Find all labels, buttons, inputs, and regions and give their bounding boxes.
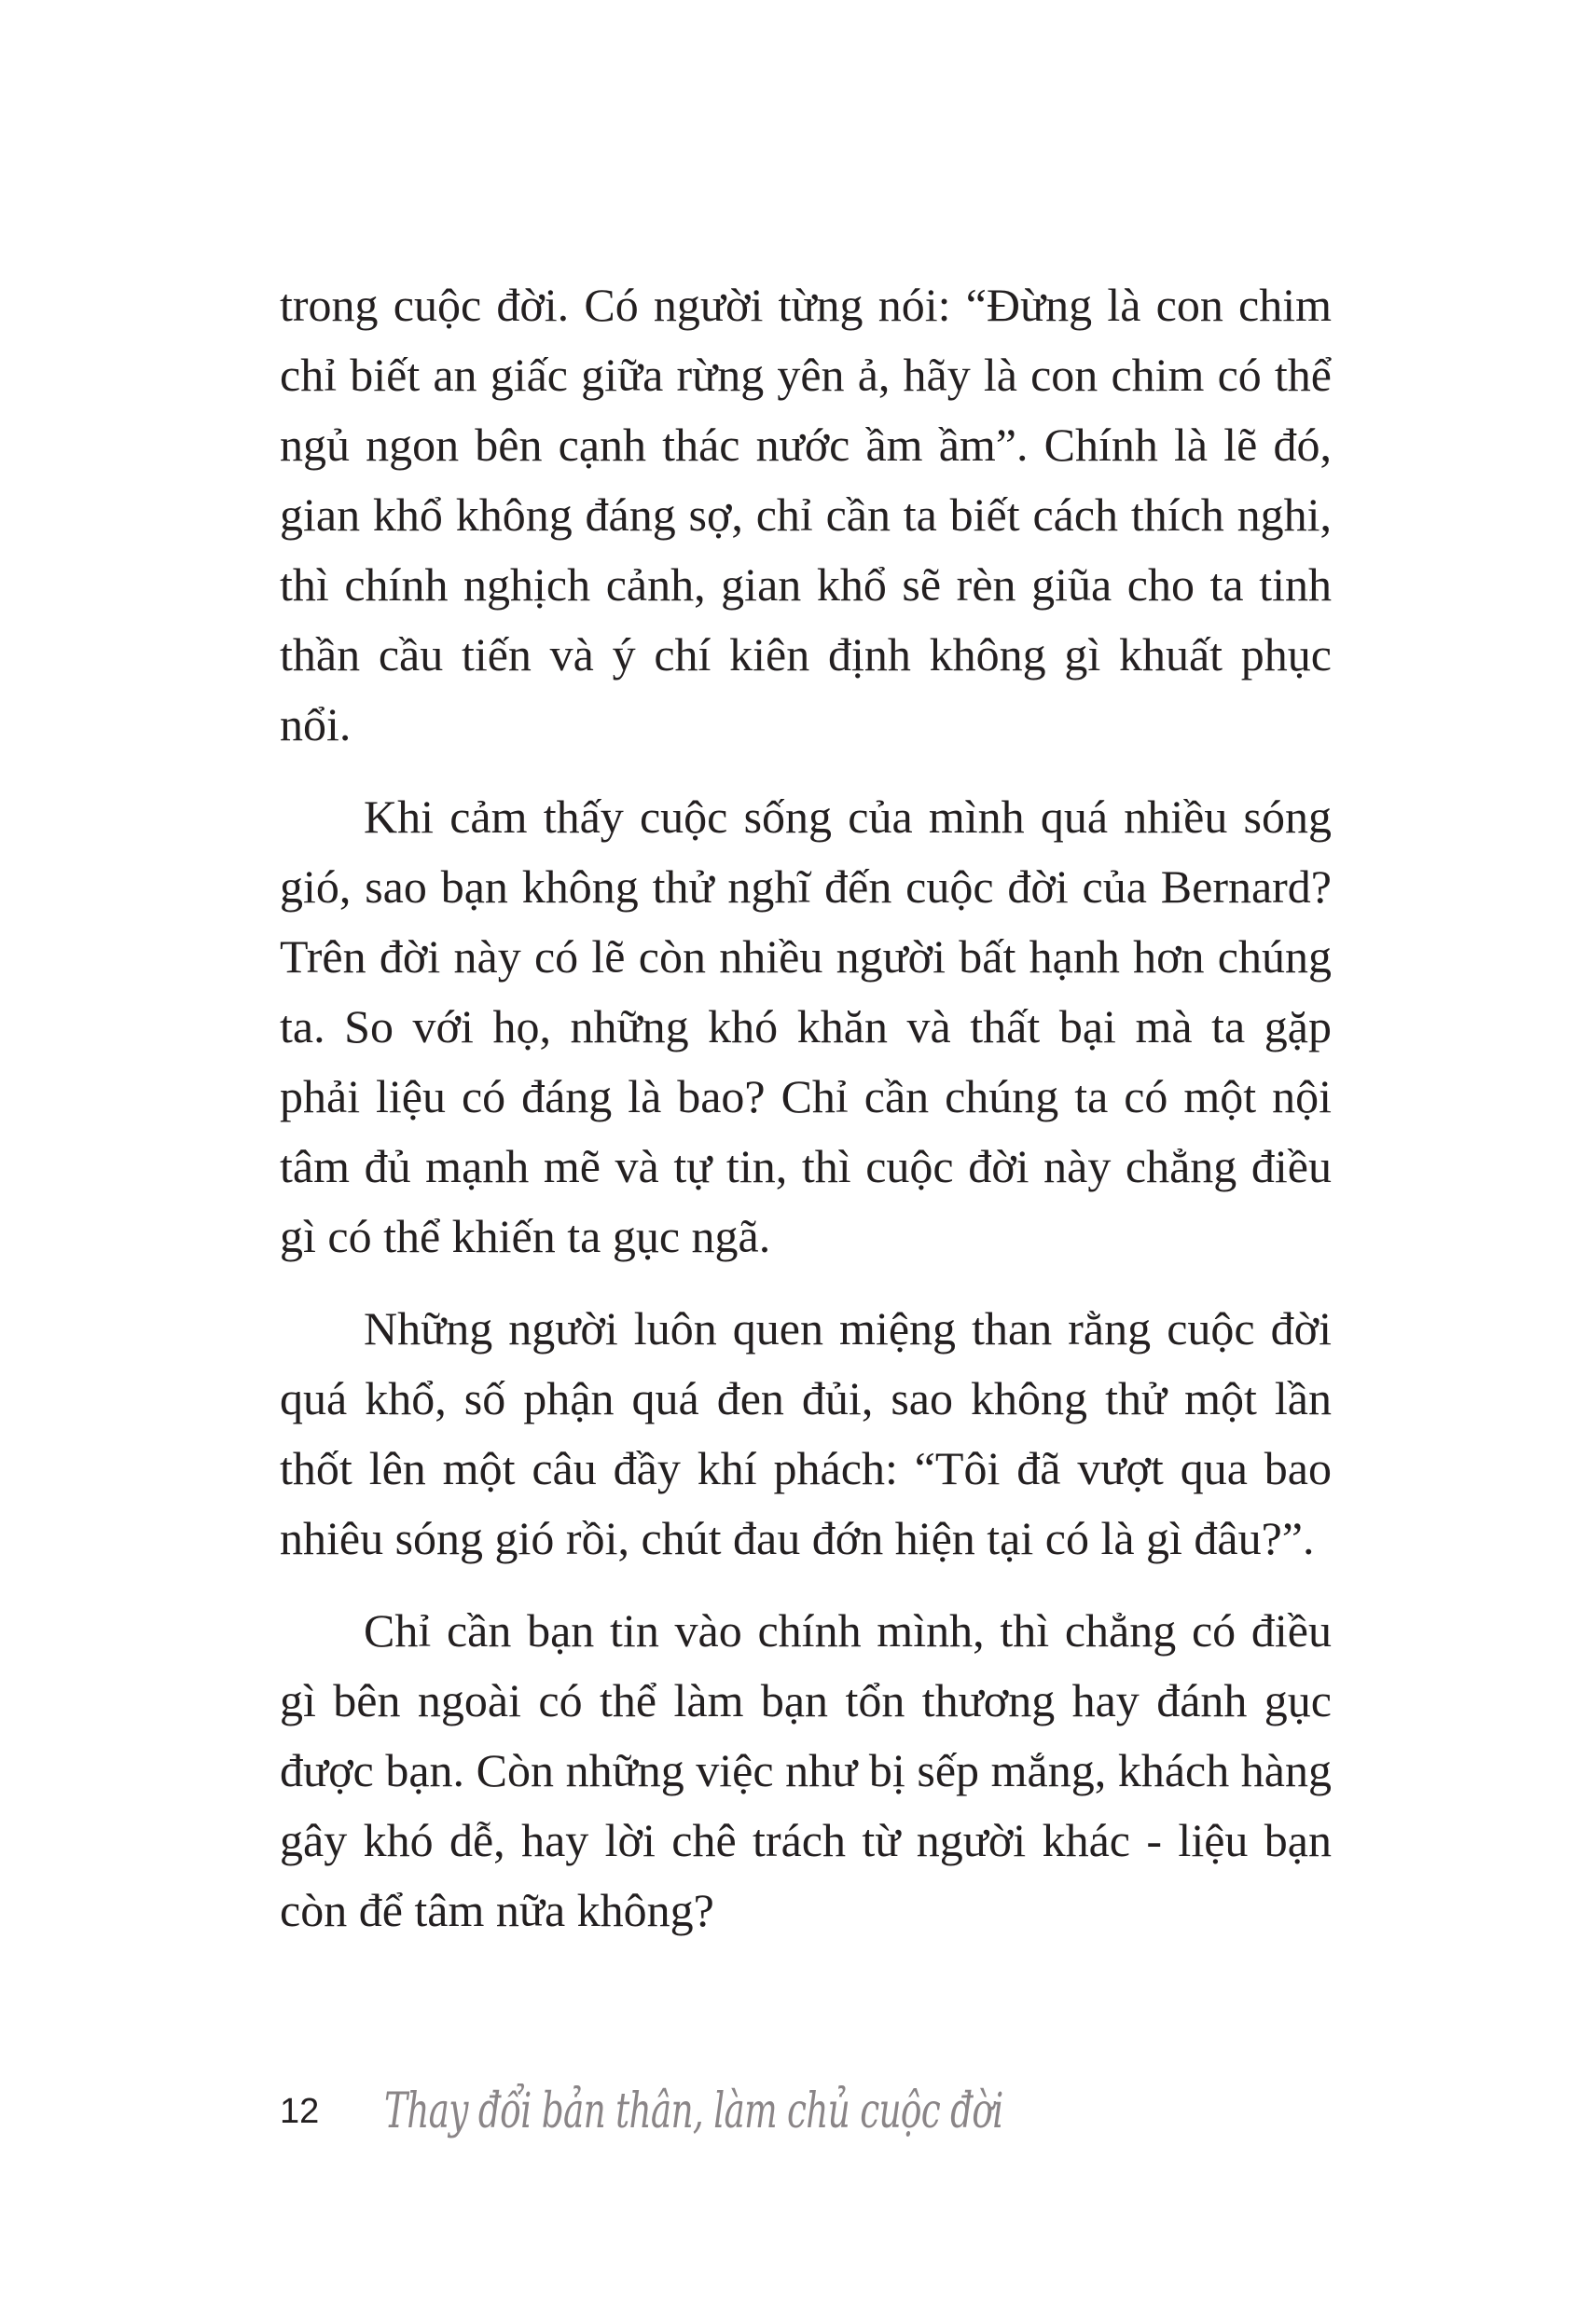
page-footer (280, 2070, 1244, 2153)
paragraph-bernard: Khi cảm thấy cuộc sống của mình quá nhiều sóng gió, sao bạn không thử nghĩ đến cuộc đời của Bernard? Trên đời này có lẽ còn nhiều người bất hạnh hơn chúng ta. So với họ, những khó khăn và thất bại mà ta gặp phải liệu có đáng là bao? Chỉ cần chúng ta có một nội tâm đủ mạnh mẽ và tự tin, thì cuộc đời này chẳng điều gì có thể khiến ta gục ngã. (280, 791, 1332, 1262)
page-number: 12 (280, 2091, 320, 2131)
paragraph-believe-yourself: Chỉ cần bạn tin vào chính mình, thì chẳng có điều gì bên ngoài có thể làm bạn tổn thương hay đánh gục được bạn. Còn những việc như bị sếp mắng, khách hàng gây khó dễ, hay lời chê trách từ người khác - liệu bạn còn để tâm nữa không? (280, 1604, 1332, 1936)
running-title: Thay đổi bản thân, làm chủ cuộc đời (384, 2083, 1003, 2139)
body-text (280, 270, 1332, 1968)
paragraph-continuation: trong cuộc đời. Có người từng nói: “Đừng là con chim chỉ biết an giấc giữa rừng yên ả, hãy là con chim có thể ngủ ngon bên cạnh thác nước ầm ầm”. Chính là lẽ đó, gian khổ không đáng sợ, chỉ cần ta biết cách thích nghi, thì chính nghịch cảnh, gian khổ sẽ rèn giũa cho ta tinh thần cầu tiến và ý chí kiên định không gì khuất phục nổi. (280, 279, 1332, 750)
paragraph-complainers: Những người luôn quen miệng than rằng cuộc đời quá khổ, số phận quá đen đủi, sao không thử một lần thốt lên một câu đầy khí phách: “Tôi đã vượt qua bao nhiêu sóng gió rồi, chút đau đớn hiện tại có là gì đâu?”. (280, 1302, 1332, 1564)
